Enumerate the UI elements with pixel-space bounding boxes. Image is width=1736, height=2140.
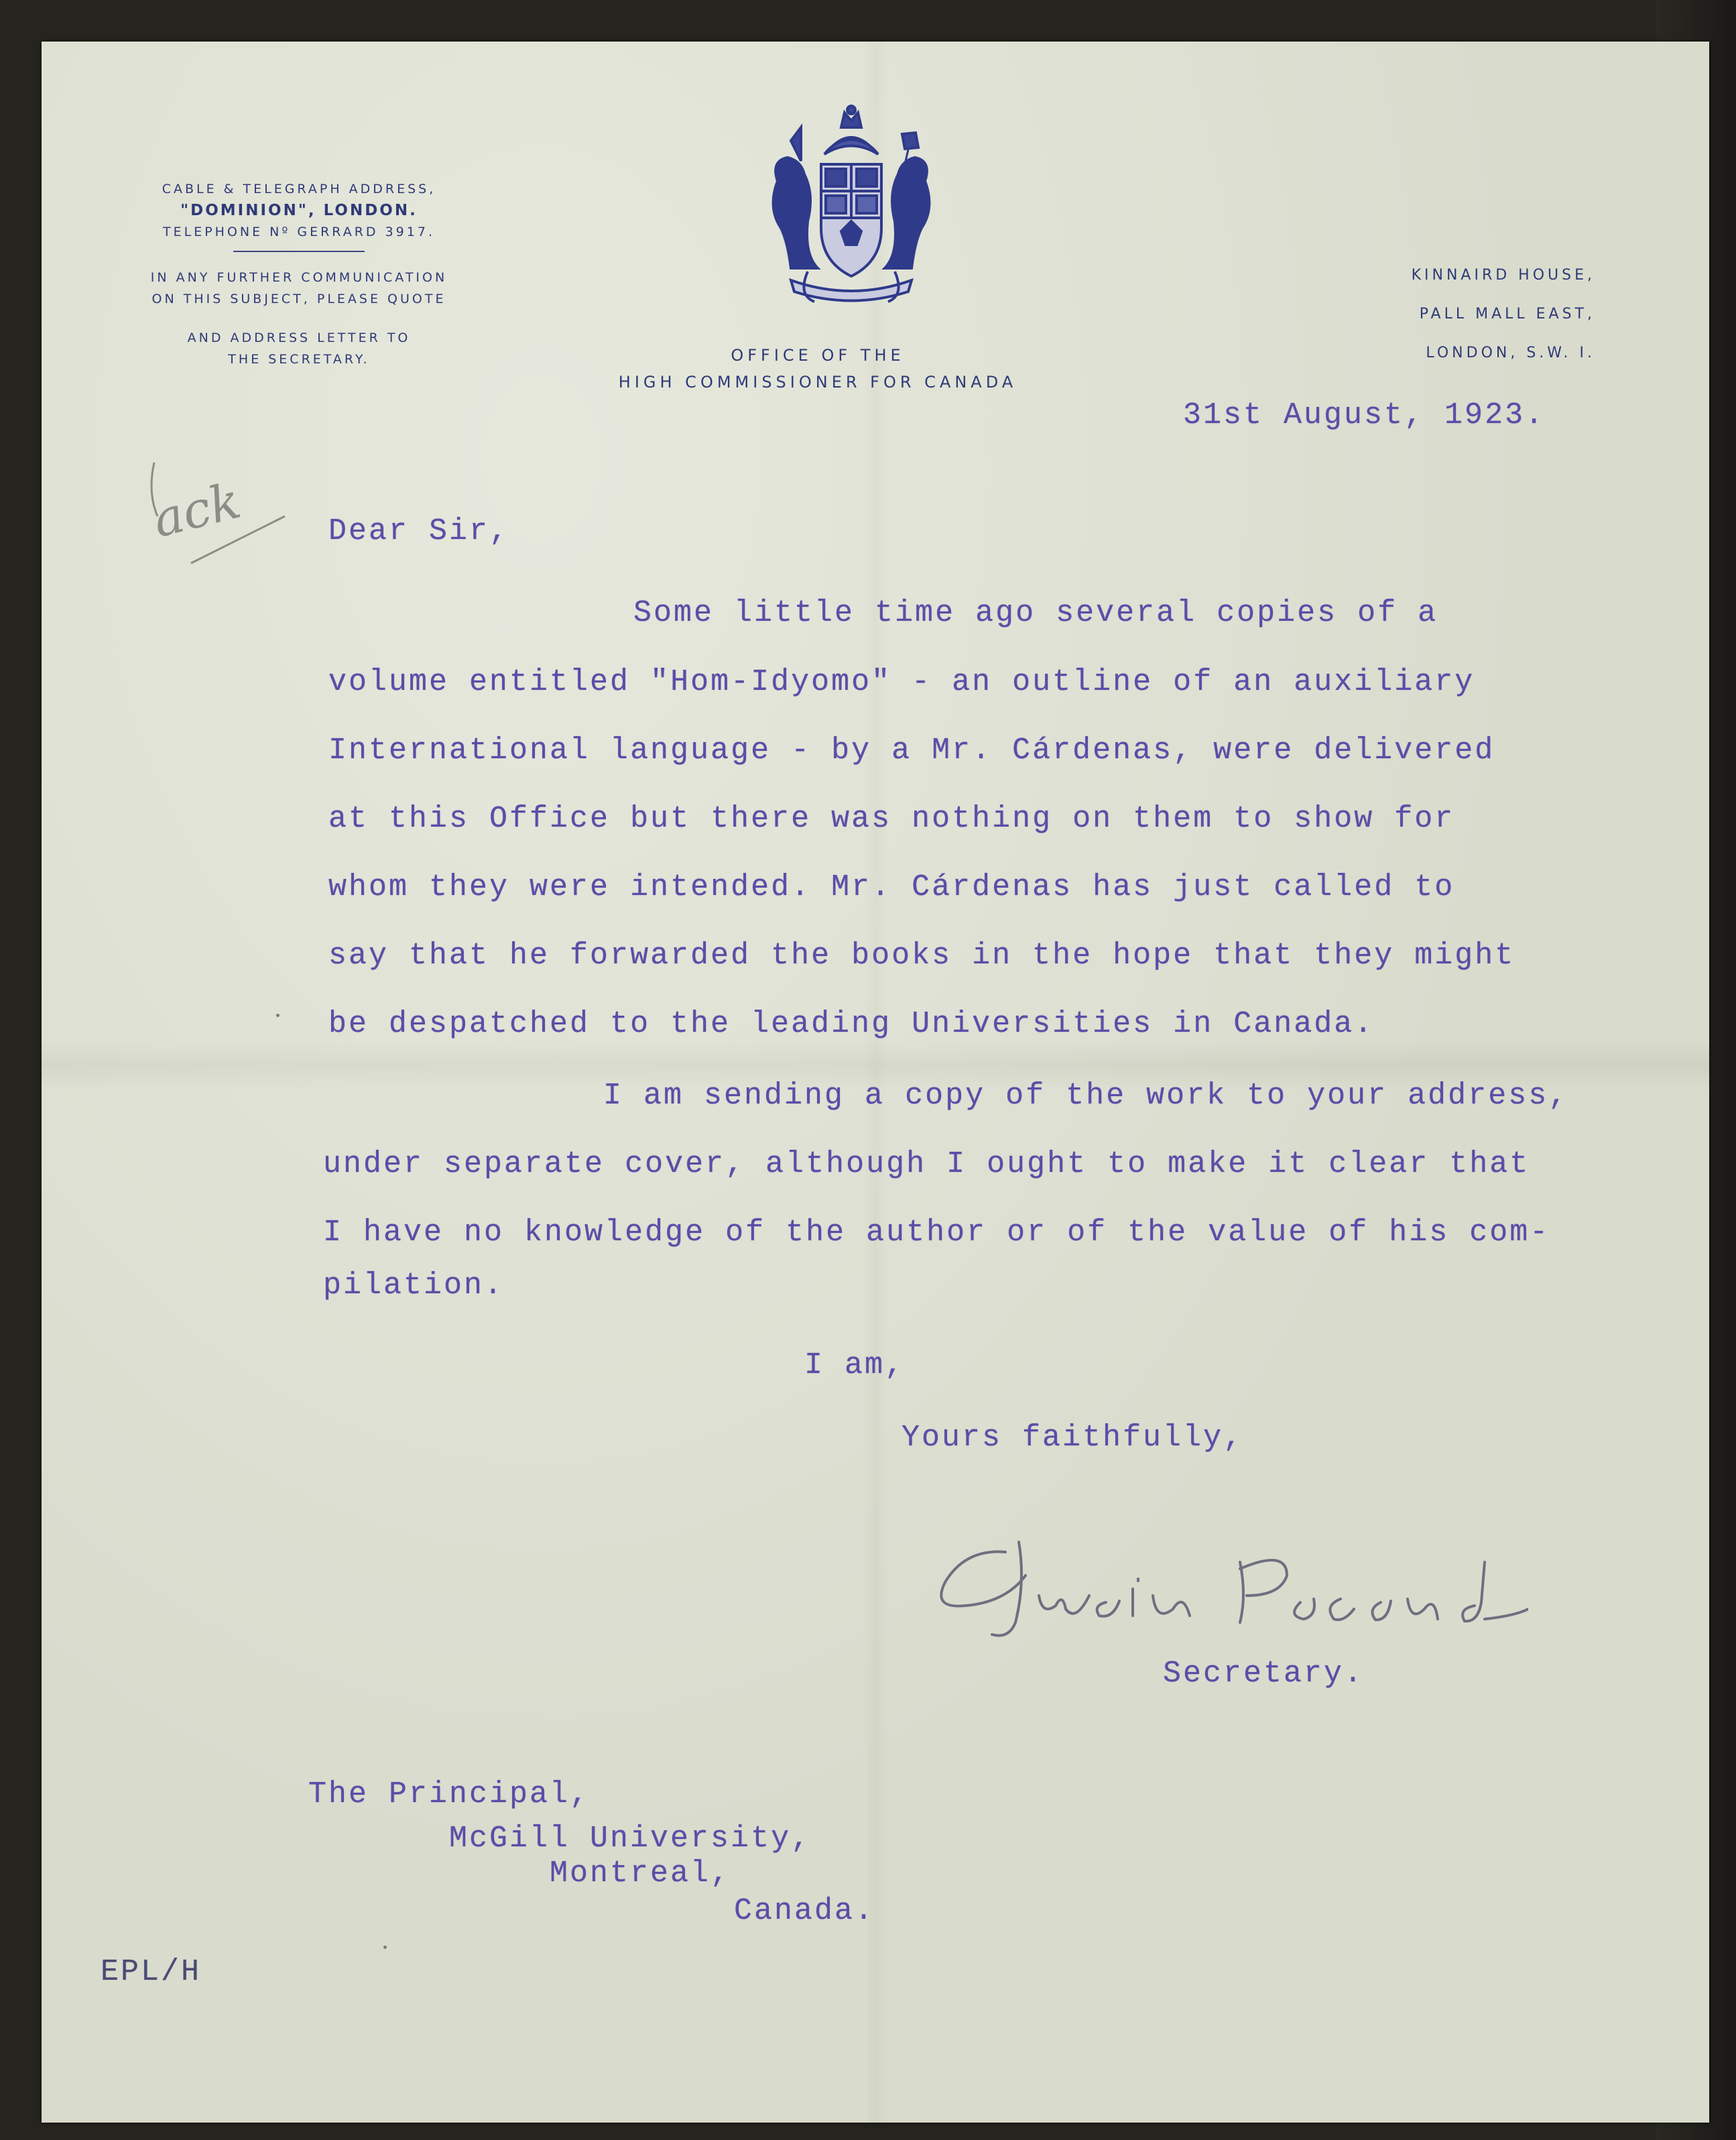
body-line: I have no knowledge of the author or of the value of his com- xyxy=(323,1215,1550,1250)
recipient-line: The Principal, xyxy=(308,1777,591,1811)
address-line1: KINNAIRD HOUSE, xyxy=(1411,267,1595,284)
annotation-ack: ack xyxy=(147,471,247,549)
body-line: Some little time ago several copies of a xyxy=(633,596,1438,630)
body-line: I am sending a copy of the work to your address, xyxy=(603,1079,1569,1113)
body-line: at this Office but there was nothing on them to show for xyxy=(328,802,1455,836)
paper-speck xyxy=(276,1014,280,1017)
cable-address: "DOMINION", LONDON. xyxy=(180,202,418,219)
letterhead-address xyxy=(1166,256,1595,373)
closing-yours-faithfully: Yours faithfully, xyxy=(902,1421,1244,1455)
address-instruction-line1: AND ADDRESS LETTER TO xyxy=(187,331,411,345)
letterhead-divider xyxy=(233,251,365,252)
handwritten-signature xyxy=(925,1522,1528,1643)
office-line1: OFFICE OF THE xyxy=(731,346,905,365)
body-line: say that he forwarded the books in the hope that they might xyxy=(328,939,1515,973)
address-instruction-line2: THE SECRETARY. xyxy=(228,352,370,367)
body-line: under separate cover, although I ought to make it clear that xyxy=(323,1147,1530,1181)
address-line2: PALL MALL EAST, xyxy=(1419,306,1595,322)
closing-i-am: I am, xyxy=(804,1348,906,1382)
reference-initials: EPL/H xyxy=(101,1955,202,1989)
body-line: pilation. xyxy=(323,1268,505,1303)
recipient-line: Montreal, xyxy=(550,1856,731,1891)
signatory-title: Secretary. xyxy=(1163,1657,1365,1691)
pencil-annotation xyxy=(134,446,308,580)
letterhead-office xyxy=(590,342,1046,396)
quote-instruction-line2: ON THIS SUBJECT, PLEASE QUOTE xyxy=(151,292,446,306)
recipient-line: Canada. xyxy=(734,1894,875,1928)
salutation: Dear Sir, xyxy=(328,514,510,548)
cable-address-label: CABLE & TELEGRAPH ADDRESS, xyxy=(162,182,436,196)
body-line: International language - by a Mr. Cárdenas, were delivered xyxy=(328,733,1495,768)
quote-instruction-line1: IN ANY FURTHER COMMUNICATION xyxy=(150,270,448,285)
body-line: be despatched to the leading Universities in Canada. xyxy=(328,1007,1375,1041)
address-line3: LONDON, S.W. I. xyxy=(1426,345,1595,361)
body-line: whom they were intended. Mr. Cárdenas has just called to xyxy=(328,870,1455,904)
telephone-number: TELEPHONE Nº GERRARD 3917. xyxy=(163,225,435,239)
office-title: HIGH COMMISSIONER FOR CANADA xyxy=(618,373,1017,392)
letter-date: 31st August, 1923. xyxy=(1183,398,1546,432)
canada-coat-of-arms-logo xyxy=(751,101,952,315)
paper-speck xyxy=(383,1946,387,1949)
body-line: volume entitled "Hom-Idyomo" - an outline of an auxiliary xyxy=(328,665,1475,699)
recipient-line: McGill University, xyxy=(449,1822,812,1856)
letterhead-contact-block xyxy=(138,178,460,370)
